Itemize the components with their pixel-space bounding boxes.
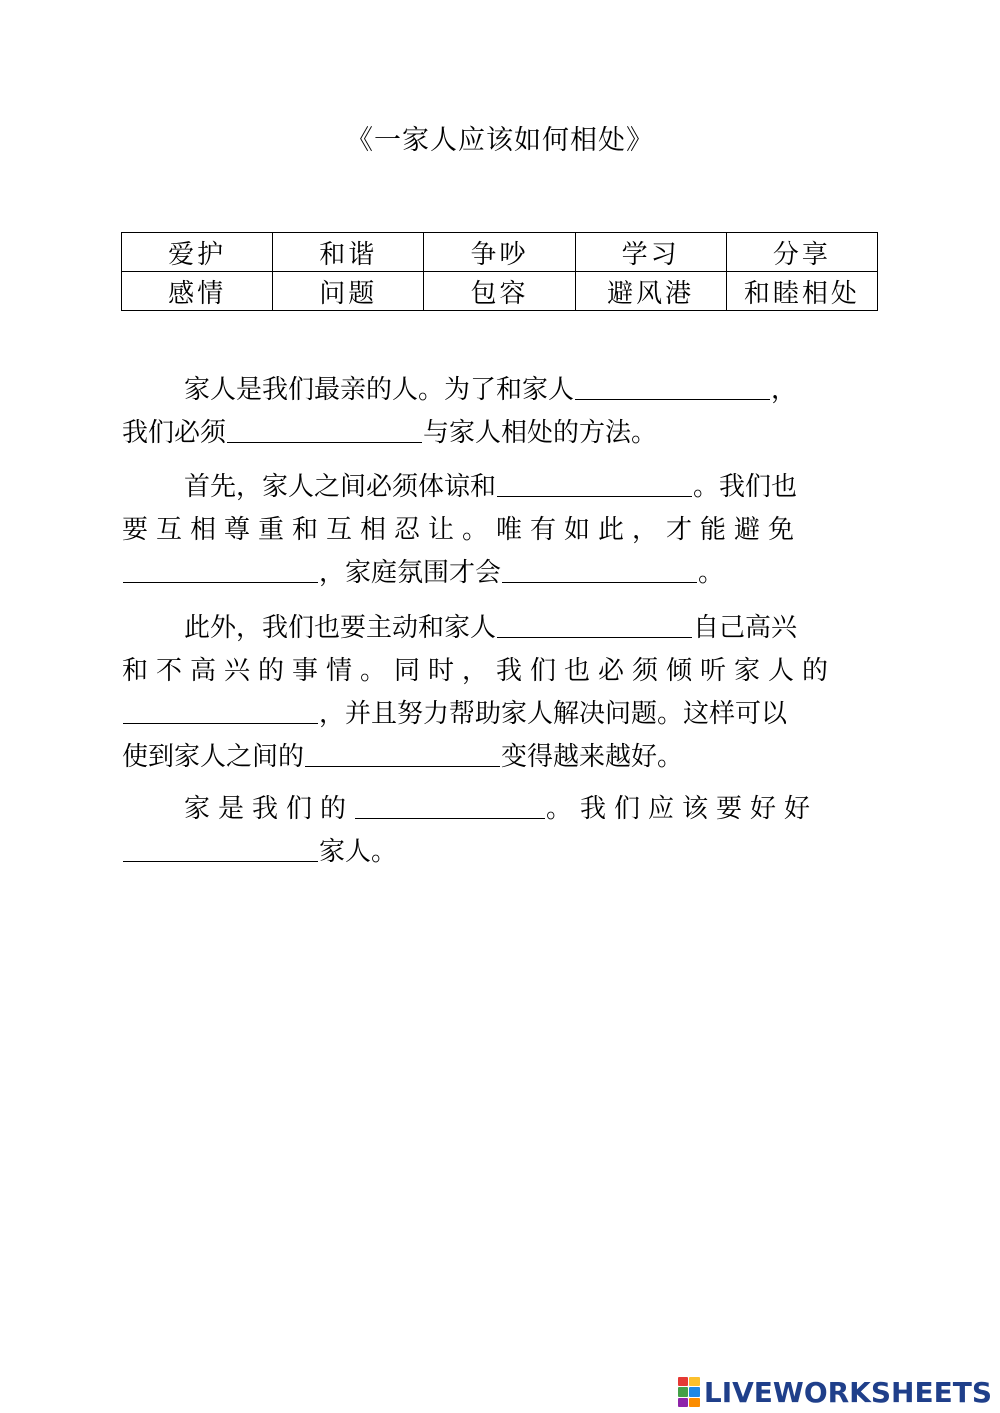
answer-blank-3[interactable]	[497, 466, 692, 497]
paragraph-line	[122, 412, 878, 455]
word-bank-cell: 分享	[726, 233, 877, 272]
answer-blank-10[interactable]	[123, 831, 318, 862]
badge-block	[678, 1398, 689, 1407]
brand-wordmark: LIVEWORKSHEETS	[703, 1375, 992, 1409]
text-segment: 家是我们的	[184, 794, 355, 824]
text-segment: 家人是我们最亲的人。为了和家人	[184, 375, 575, 405]
badge-block	[689, 1387, 700, 1396]
text-segment: 与家人相处的方法。	[423, 418, 658, 448]
paragraph-1	[122, 369, 878, 455]
word-bank-row	[122, 272, 878, 311]
badge-block	[689, 1377, 700, 1386]
word-bank-cell: 争吵	[424, 233, 575, 272]
paragraph-line	[122, 552, 878, 595]
text-segment: 家人。	[319, 837, 398, 867]
liveworksheets-badge-icon	[678, 1377, 700, 1407]
paragraph-line	[122, 693, 878, 736]
text-segment: ，家庭氛围才会	[319, 558, 502, 588]
worksheet-title: 《一家人应该如何相处》	[346, 125, 654, 156]
word-bank-cell: 学习	[575, 233, 726, 272]
paragraph-line	[122, 650, 878, 693]
paragraph-line	[122, 369, 878, 412]
text-segment: 变得越来越好。	[501, 742, 684, 772]
word-bank-cell: 避风港	[575, 272, 726, 311]
answer-blank-4[interactable]	[123, 552, 318, 583]
answer-blank-8[interactable]	[305, 736, 500, 767]
answer-blank-6[interactable]	[497, 607, 692, 638]
answer-blank-5[interactable]	[502, 552, 697, 583]
word-bank-cell: 和睦相处	[726, 272, 877, 311]
paragraph-3	[122, 607, 878, 779]
text-segment: 自己高兴	[693, 613, 798, 643]
badge-block	[678, 1387, 689, 1396]
answer-blank-2[interactable]	[227, 412, 422, 443]
badge-block	[678, 1377, 689, 1386]
text-segment: 要互相尊重和互相忍让。唯有如此，才能避免	[122, 515, 803, 545]
paragraph-line	[122, 509, 878, 552]
text-segment: 。我们应该要好好	[546, 794, 819, 824]
answer-blank-9[interactable]	[355, 788, 545, 819]
text-segment: 。	[698, 558, 725, 588]
text-segment: 首先，家人之间必须体谅和	[184, 472, 497, 502]
answer-blank-7[interactable]	[123, 693, 318, 724]
badge-block	[689, 1398, 700, 1407]
paragraph-line	[122, 607, 878, 650]
paragraph-line	[122, 831, 878, 874]
text-segment: ，并且努力帮助家人解决问题。这样可以	[319, 699, 788, 729]
text-segment: 。我们也	[693, 472, 798, 502]
paragraph-line	[122, 736, 878, 779]
paragraph-line	[122, 466, 878, 509]
word-bank-cell: 感情	[122, 272, 273, 311]
text-segment: 和不高兴的事情。同时，我们也必须倾听家人的	[122, 656, 837, 686]
text-segment: 使到家人之间的	[122, 742, 305, 772]
paragraph-line	[122, 788, 878, 831]
text-segment: 此外，我们也要主动和家人	[184, 613, 497, 643]
word-bank-cell: 爱护	[122, 233, 273, 272]
text-segment: ，	[771, 375, 798, 405]
answer-blank-1[interactable]	[575, 369, 770, 400]
word-bank-cell: 和谐	[273, 233, 424, 272]
text-segment: 我们必须	[122, 418, 227, 448]
word-bank-cell: 问题	[273, 272, 424, 311]
paragraph-4	[122, 788, 878, 874]
word-bank-row	[122, 233, 878, 272]
word-bank-cell: 包容	[424, 272, 575, 311]
paragraph-2	[122, 466, 878, 595]
word-bank-table	[121, 232, 878, 311]
liveworksheets-logo	[678, 1375, 992, 1409]
